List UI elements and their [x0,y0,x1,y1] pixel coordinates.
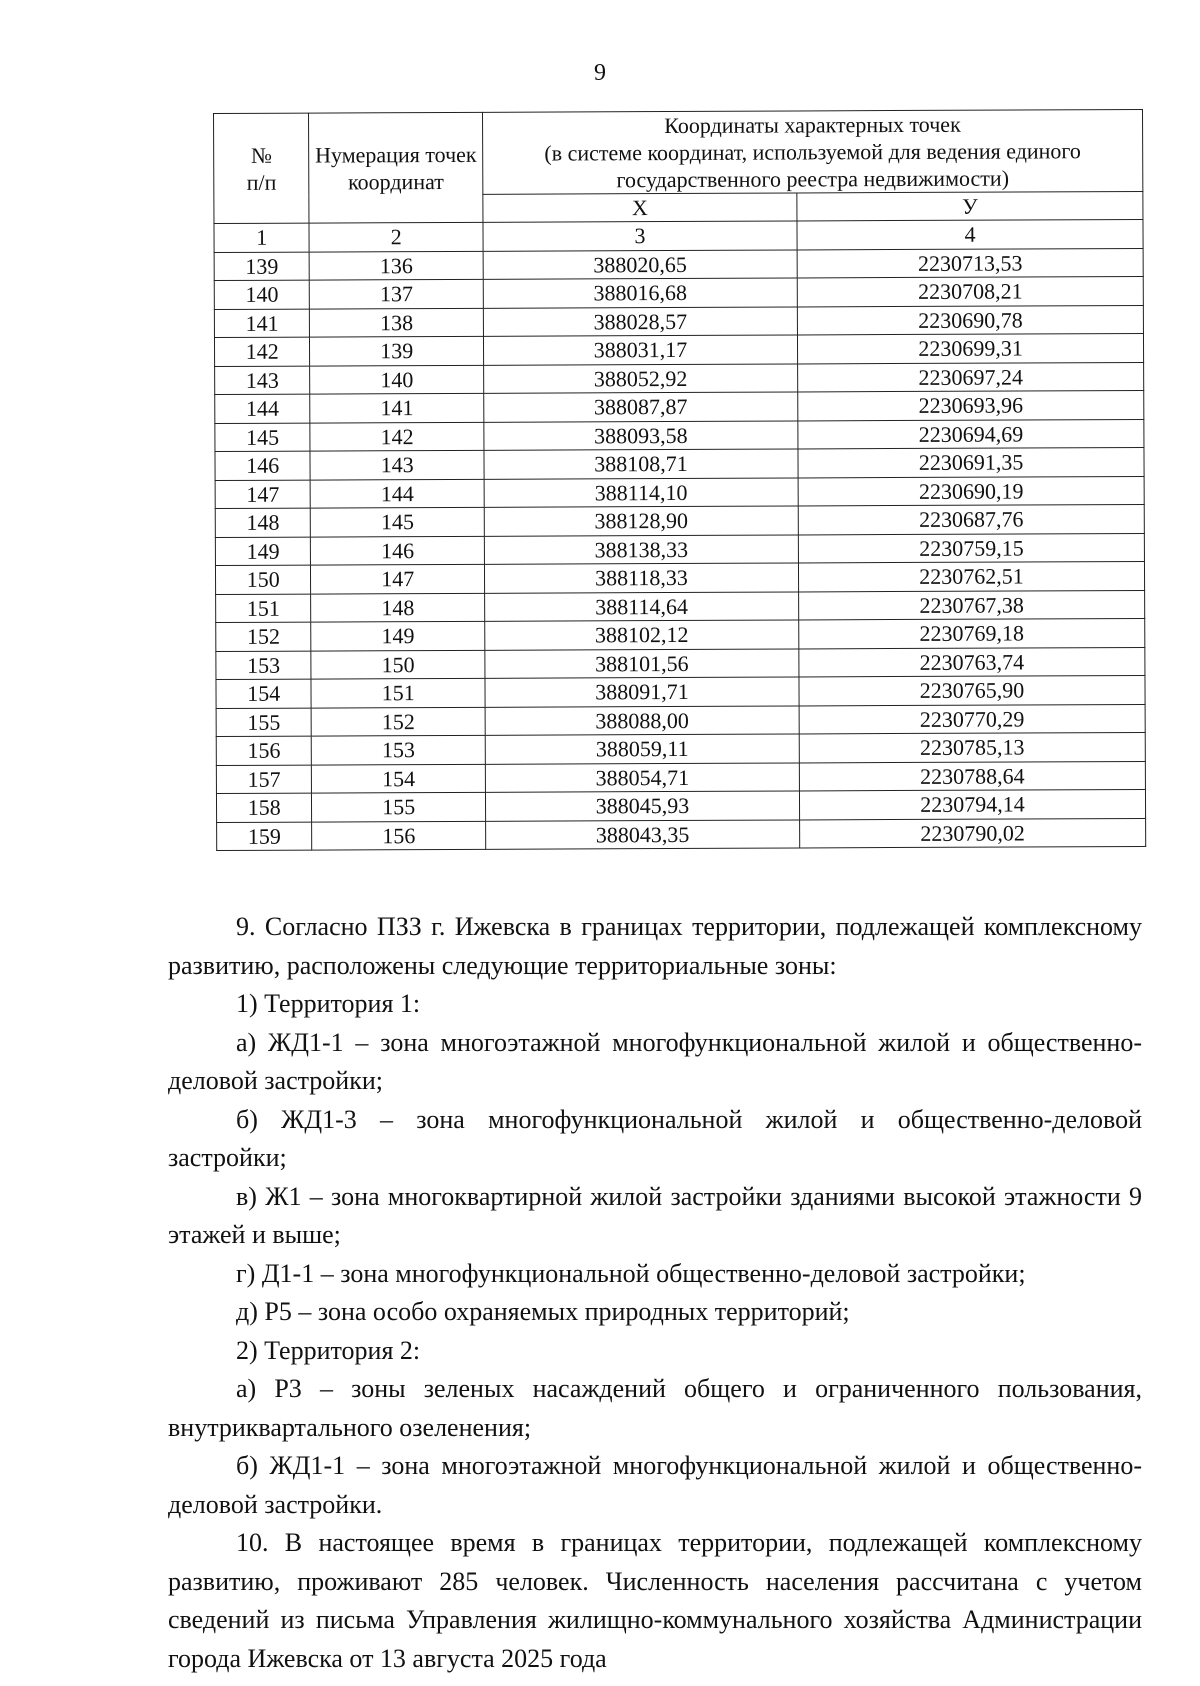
coordinates-table [213,109,1146,851]
header-y: У [797,191,1143,221]
y-coordinate-cell: 2230762,51 [798,561,1144,591]
row-number-cell: 150 [215,565,311,594]
header-coords-line3: государственного реестра недвижимости) [616,165,1010,193]
table-row [216,618,1145,651]
table-row [215,504,1144,537]
row-number-cell: 142 [214,337,310,366]
point-number-cell: 145 [311,507,485,536]
index-cell: 3 [483,221,797,251]
x-coordinate-cell: 388118,33 [484,563,798,593]
x-coordinate-cell: 388088,00 [485,705,799,735]
row-number-cell: 147 [215,480,311,509]
paragraph-10: 10. В настоящее время в границах территории, подлежащей комплексному развитию, проживают 285 человек. Численность населения рассчитана с учетом сведений из письма Управления жилищно-коммунального хозяйства Администрации города Ижевска от 13 августа 2025 года [168,1528,1142,1673]
point-number-cell: 143 [310,450,484,479]
index-cell: 1 [214,223,310,252]
y-coordinate-cell: 2230693,96 [798,390,1144,420]
table-row [216,590,1145,623]
row-number-cell: 143 [215,366,311,395]
territory-2-heading: 2) Территория 2: [236,1335,421,1365]
x-coordinate-cell: 388020,65 [483,249,797,279]
y-coordinate-cell: 2230770,29 [799,704,1145,734]
paragraph-9: 9. Согласно ПЗЗ г. Ижевска в границах территории, подлежащей комплексному развитию, расположены следующие территориальные зоны: [168,912,1142,980]
row-number-cell: 158 [216,793,312,822]
table-row [215,533,1144,566]
y-coordinate-cell: 2230785,13 [799,732,1145,762]
y-coordinate-cell: 2230690,78 [797,305,1143,335]
table-row [214,276,1143,309]
y-coordinate-cell: 2230763,74 [799,647,1145,677]
table-row [215,561,1144,594]
x-coordinate-cell: 388102,12 [485,620,799,650]
row-number-cell: 151 [216,594,312,623]
zone-item-1b: б) ЖД1-3 – зона многофункциональной жилой и общественно-деловой застройки; [168,1104,1142,1172]
y-coordinate-cell: 2230759,15 [798,533,1144,563]
y-coordinate-cell: 2230767,38 [799,590,1145,620]
point-number-cell: 141 [310,393,484,422]
point-number-cell: 136 [310,251,484,280]
y-coordinate-cell: 2230694,69 [798,419,1144,449]
header-point-numbering: Нумерация точек координат [309,112,483,223]
zone-item-2a: а) Р3 – зоны зеленых насаждений общего и ограниченного пользования, внутриквартального озеленения; [168,1374,1142,1442]
header-coordinates [482,109,1142,194]
table-row [216,732,1145,765]
y-coordinate-cell: 2230699,31 [797,333,1143,363]
row-number-cell: 159 [217,822,313,851]
header-coords-line1: Координаты характерных точек [664,111,961,139]
table-row [216,789,1145,822]
y-coordinate-cell: 2230697,24 [798,362,1144,392]
zone-item-1e: д) Р5 – зона особо охраняемых природных территорий; [236,1297,850,1326]
header-coords-line2: (в системе координат, используемой для ведения единого [544,138,1081,166]
header-num-line2: п/п [246,169,277,195]
row-number-cell: 139 [214,252,310,281]
point-number-cell: 149 [311,621,485,650]
page-number: 9 [594,60,606,86]
table-row [215,476,1144,509]
row-number-cell: 153 [216,651,312,680]
point-number-cell: 151 [311,678,485,707]
zone-item-1c: в) Ж1 – зона многоквартирной жилой застройки зданиями высокой этажности 9 этажей и выше; [168,1181,1142,1249]
y-coordinate-cell: 2230790,02 [800,818,1146,848]
table-row [215,362,1144,395]
x-coordinate-cell: 388043,35 [485,819,799,849]
header-num [214,113,310,223]
point-number-cell: 152 [312,707,486,736]
x-coordinate-cell: 388114,10 [484,477,798,507]
x-coordinate-cell: 388016,68 [483,278,797,308]
zone-item-1d: г) Д1-1 – зона многофункциональной общественно-деловой застройки; [236,1258,1026,1288]
table-row [216,704,1145,737]
table-row [214,305,1143,338]
body-text [168,908,1142,1678]
point-number-cell: 146 [311,536,485,565]
point-number-cell: 150 [311,650,485,679]
table-index-row [214,219,1143,252]
point-number-cell: 137 [310,279,484,308]
point-number-cell: 154 [312,764,486,793]
row-number-cell: 155 [216,708,312,737]
row-number-cell: 152 [216,622,312,651]
table-row [215,390,1144,423]
point-number-cell: 155 [312,792,486,821]
table-row [216,647,1145,680]
x-coordinate-cell: 388101,56 [485,648,799,678]
table-row [215,419,1144,452]
row-number-cell: 154 [216,679,312,708]
x-coordinate-cell: 388091,71 [485,677,799,707]
table-row [216,761,1145,794]
y-coordinate-cell: 2230794,14 [799,789,1145,819]
point-number-cell: 144 [311,479,485,508]
table-body [214,219,1146,850]
table-row [215,447,1144,480]
x-coordinate-cell: 388138,33 [484,534,798,564]
y-coordinate-cell: 2230769,18 [799,618,1145,648]
x-coordinate-cell: 388052,92 [483,363,797,393]
y-coordinate-cell: 2230690,19 [798,476,1144,506]
table-row [217,818,1146,851]
x-coordinate-cell: 388108,71 [484,449,798,479]
row-number-cell: 141 [214,309,310,338]
x-coordinate-cell: 388054,71 [485,762,799,792]
row-number-cell: 156 [216,736,312,765]
point-number-cell: 140 [310,365,484,394]
x-coordinate-cell: 388059,11 [485,734,799,764]
x-coordinate-cell: 388028,57 [483,306,797,336]
row-number-cell: 146 [215,451,311,480]
y-coordinate-cell: 2230708,21 [797,276,1143,306]
zone-item-1a: а) ЖД1-1 – зона многоэтажной многофункциональной жилой и общественно-деловой застройки; [168,1027,1142,1095]
table-row [214,248,1143,281]
table-row [214,333,1143,366]
x-coordinate-cell: 388128,90 [484,506,798,536]
header-num-line1: № [250,142,272,168]
y-coordinate-cell: 2230788,64 [799,761,1145,791]
row-number-cell: 148 [215,508,311,537]
y-coordinate-cell: 2230687,76 [798,504,1144,534]
point-number-cell: 138 [310,308,484,337]
table-row [216,675,1145,708]
y-coordinate-cell: 2230765,90 [799,675,1145,705]
row-number-cell: 157 [216,765,312,794]
territory-1-heading: 1) Территория 1: [236,989,421,1018]
x-coordinate-cell: 388045,93 [485,791,799,821]
point-number-cell: 156 [312,821,486,850]
x-coordinate-cell: 388087,87 [484,392,798,422]
point-number-cell: 147 [311,564,485,593]
y-coordinate-cell: 2230691,35 [798,447,1144,477]
row-number-cell: 145 [215,423,311,452]
y-coordinate-cell: 2230713,53 [797,248,1143,278]
header-x: X [483,193,797,222]
point-number-cell: 142 [310,422,484,451]
point-number-cell: 153 [312,735,486,764]
row-number-cell: 144 [215,394,311,423]
index-cell: 4 [797,219,1143,249]
x-coordinate-cell: 388093,58 [484,420,798,450]
zone-item-2b: б) ЖД1-1 – зона многоэтажной многофункциональной жилой и общественно-деловой застройки. [168,1451,1142,1519]
table-header-row [214,109,1143,195]
index-cell: 2 [309,222,483,251]
x-coordinate-cell: 388031,17 [483,335,797,365]
row-number-cell: 149 [215,537,311,566]
x-coordinate-cell: 388114,64 [484,591,798,621]
point-number-cell: 148 [311,593,485,622]
row-number-cell: 140 [214,280,310,309]
point-number-cell: 139 [310,336,484,365]
